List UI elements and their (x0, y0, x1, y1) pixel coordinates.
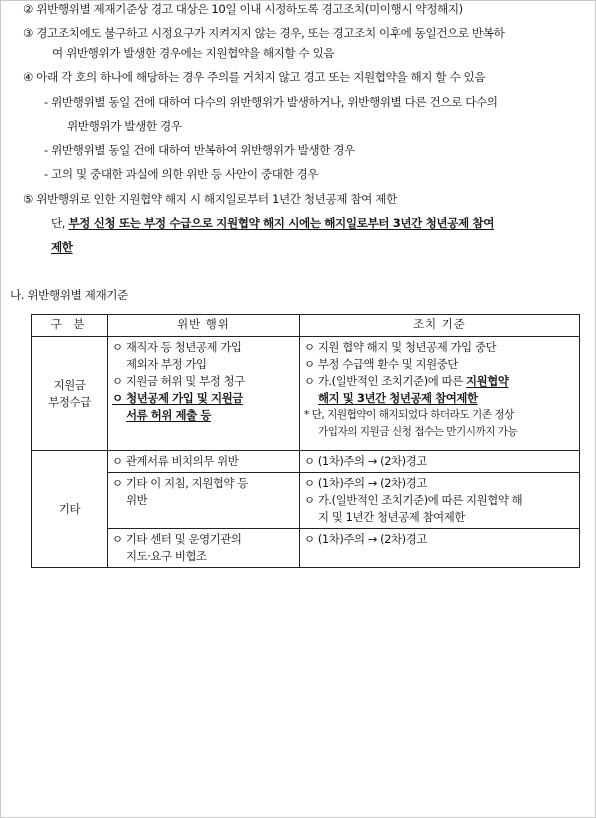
table-header-row (32, 315, 580, 337)
rule-item-4: ④ 아래 각 호의 하나에 해당하는 경우 주의를 거치지 않고 경고 또는 지원협약을 해지 할 수 있음 (23, 70, 486, 84)
violation-cell: ㅇ 기타 센터 및 운영기관의 지도·요구 비협조 (108, 529, 300, 568)
section-title: 나. 위반행위별 제재기준 (10, 288, 128, 302)
rule-item-5-note-prefix: 단, (51, 216, 69, 230)
header-category: 구 분 (32, 315, 108, 337)
violation-cell: ㅇ 재직자 등 청년공제 가입 제외자 부정 가입 ㅇ 지원금 허위 및 부정 청구 ㅇ 청년공제 가입 및 지원금 서류 허위 제출 등 (108, 337, 300, 451)
action-cell: ㅇ (1차)주의 → (2차)경고 (300, 529, 580, 568)
header-violation: 위반 행위 (108, 315, 300, 337)
table-row (32, 451, 580, 473)
rule-item-5-note-line1 (51, 215, 494, 232)
rule-item-4-sub1-line2: 위반행위가 발생한 경우 (67, 119, 182, 133)
sanction-table (31, 314, 580, 568)
rule-item-4-sub2: - 위반행위별 동일 건에 대하여 반복하여 위반행위가 발생한 경우 (44, 143, 355, 157)
action-cell: ㅇ (1차)주의 → (2차)경고 (300, 451, 580, 473)
rule-item-2: ② 위반행위별 제재기준상 경고 대상은 10일 이내 시정하도록 경고조치(미이행시 약정해지) (23, 2, 463, 16)
rule-item-3-line2: 여 위반행위가 발생한 경우에는 지원협약을 해지할 수 있음 (52, 46, 335, 60)
violation-cell: ㅇ 기타 이 지침, 지원협약 등 위반 (108, 473, 300, 529)
table-row (32, 529, 580, 568)
action-cell: ㅇ (1차)주의 → (2차)경고 ㅇ 가.(일반적인 조치기준)에 따른 지원협약 해 지 및 1년간 청년공제 참여제한 (300, 473, 580, 529)
rule-item-5-note-bold: 부정 신청 또는 부정 수급으로 지원협약 해지 시에는 해지일로부터 3년간 청년공제 참여 (68, 216, 495, 230)
rule-item-4-sub3: - 고의 및 중대한 과실에 의한 위반 등 사안이 중대한 경우 (44, 167, 319, 181)
action-cell: ㅇ 지원 협약 해지 및 청년공제 가입 중단 ㅇ 부정 수급액 환수 및 지원중단 ㅇ 가.(일반적인 조치기준)에 따른 지원협약 해지 및 3년간 청년공제 참여제한 * 단, 지원협약이 해지되었다 하더라도 기존 정상 가입자의 지원금 신청 접수는 만기시까지 가능 (300, 337, 580, 451)
table-row (32, 473, 580, 529)
violation-cell: ㅇ 관계서류 비치의무 위반 (108, 451, 300, 473)
rule-item-4-sub1-line1: - 위반행위별 동일 건에 대하여 다수의 위반행위가 발생하거나, 위반행위별 다른 건으로 다수의 (44, 95, 498, 109)
rule-item-5-note-line2: 제한 (51, 240, 73, 254)
header-action: 조치 기준 (300, 315, 580, 337)
category-other: 기타 (32, 451, 108, 568)
table-row (32, 337, 580, 451)
rule-item-5: ⑤ 위반행위로 인한 지원협약 해지 시 해지일로부터 1년간 청년공제 참여 제한 (23, 192, 397, 206)
category-subsidy-fraud: 지원금 부정수급 (32, 337, 108, 451)
rule-item-3-line1: ③ 경고조치에도 불구하고 시정요구가 지켜지지 않는 경우, 또는 경고조치 이후에 동일건으로 반복하 (23, 26, 505, 40)
